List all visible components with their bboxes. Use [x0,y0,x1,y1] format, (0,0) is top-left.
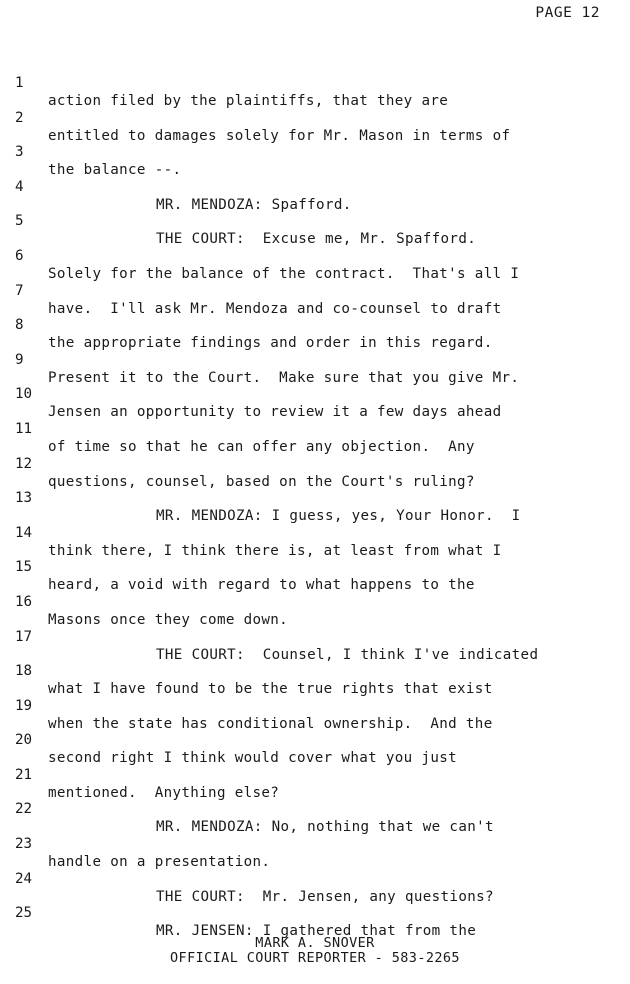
transcript-line [0,817,630,871]
transcript-line [0,91,630,144]
transcript-body [0,56,630,940]
line-number: 22 [15,801,33,818]
transcript-line [0,610,630,663]
line-text: mentioned. Anything else? [48,784,280,801]
line-text: the balance --. [48,162,182,179]
line-text: Masons once they come down. [48,611,289,628]
transcript-line [0,575,630,628]
transcript-line [0,782,630,836]
line-text: MR. JENSEN: I gathered that from the [156,923,477,940]
reporter-title: OFFICIAL COURT REPORTER - 583-2265 [170,950,460,966]
transcript-line [0,437,630,490]
line-number: 21 [15,766,33,783]
transcript-line [0,644,630,698]
line-number: 16 [15,593,33,610]
line-text: the appropriate findings and order in this regard. [48,335,493,352]
line-text: second right I think would cover what you just [48,750,458,767]
transcript-line [0,471,630,525]
line-number: 14 [15,524,33,541]
line-number: 18 [15,663,33,680]
line-number: 10 [15,386,33,403]
line-text: questions, counsel, based on the Court's ruling? [48,473,475,490]
line-text: Jensen an opportunity to review it a few days ahead [48,404,502,421]
line-number: 17 [15,628,33,645]
line-number: 13 [15,490,33,507]
line-text: handle on a presentation. [48,854,271,871]
line-text: heard, a void with regard to what happens to the [48,577,475,594]
line-number: 9 [15,351,24,368]
line-text: MR. MENDOZA: I guess, yes, Your Honor. I [156,508,521,525]
line-text: THE COURT: Mr. Jensen, any questions? [156,888,494,905]
line-number: 4 [15,178,24,195]
line-number: 1 [15,75,24,91]
line-number: 2 [15,109,24,126]
line-text: think there, I think there is, at least from what I [48,542,502,559]
line-text: of time so that he can offer any objection. Any [48,438,475,455]
line-number: 23 [15,836,33,853]
line-text: entitled to damages solely for Mr. Mason in terms of [48,127,511,144]
line-number: 25 [15,905,33,922]
line-text: when the state has conditional ownership. And the [48,715,493,732]
line-text: MR. MENDOZA: No, nothing that we can't [156,819,494,836]
transcript-line [0,402,630,455]
line-number: 15 [15,559,33,576]
transcript-line [0,125,630,179]
line-number: 11 [15,420,33,437]
line-text: Present it to the Court. Make sure that you give Mr. [48,369,520,386]
line-number: 20 [15,732,33,749]
transcript-line [0,298,630,352]
transcript-line [0,748,630,801]
line-number: 5 [15,213,24,230]
line-text: action filed by the plaintiffs, that they are [48,93,449,109]
line-text: MR. MENDOZA: Spafford. [156,196,352,213]
line-number: 24 [15,870,33,887]
reporter-footer [0,936,630,966]
line-number: 7 [15,282,24,299]
line-text: what I have found to be the true rights that exist [48,681,493,698]
transcript-line [0,852,630,905]
line-number: 19 [15,697,33,714]
transcript-line [0,264,630,317]
transcript-line [0,194,630,248]
transcript-line [0,540,630,594]
transcript-line [0,367,630,421]
line-number: 8 [15,317,24,334]
transcript-line [0,56,630,109]
line-number: 3 [15,144,24,161]
reporter-name: MARK A. SNOVER [255,935,375,951]
page-number: PAGE 12 [535,5,600,21]
transcript-line [0,229,630,282]
line-text: have. I'll ask Mr. Mendoza and co-counsel to draft [48,300,502,317]
transcript-line [0,679,630,732]
line-number: 6 [15,247,24,264]
line-text: THE COURT: Excuse me, Mr. Spafford. [156,231,477,248]
transcript-line [0,713,630,767]
transcript-line [0,333,630,386]
transcript-line [0,886,630,940]
transcript-line [0,506,630,559]
transcript-line [0,160,630,213]
line-text: THE COURT: Counsel, I think I've indicated [156,646,539,663]
line-number: 12 [15,455,33,472]
line-text: Solely for the balance of the contract. That's all I [48,265,520,282]
